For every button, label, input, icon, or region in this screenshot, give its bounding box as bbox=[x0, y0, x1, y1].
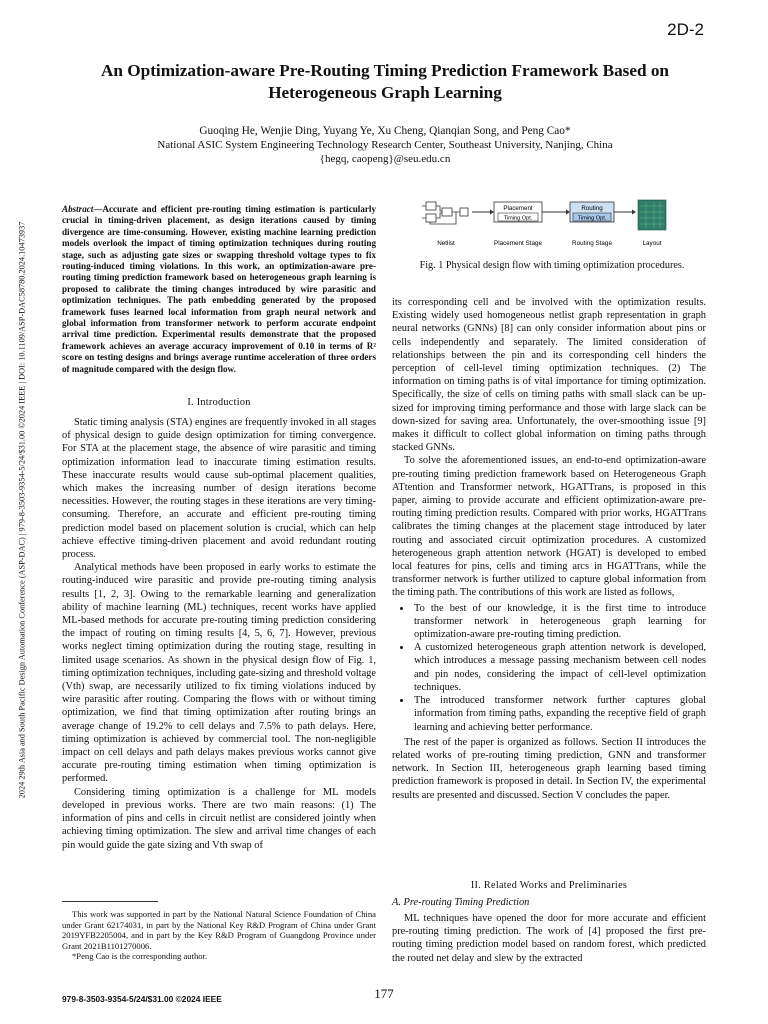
side-citation-text: 2024 29th Asia and South Pacific Design Automation Conference (ASP-DAC) | 979-8-3503-9354-5/24/$31.00 ©2024 IEEE | DOI: 10.1109/ASP-DAC58780.2024.10473937 bbox=[17, 221, 27, 799]
right-column-body bbox=[392, 296, 706, 802]
affiliation: National ASIC System Engineering Technology Research Center, Southeast University, Nanjing, China bbox=[157, 139, 613, 151]
introduction-body bbox=[62, 416, 376, 852]
paragraph: ML techniques have opened the door for more accurate and efficient pre-routing timing prediction. The work of [4] proposed the first pre-routing timing prediction model based on random forest, which predicted the routed net delay and slew by the extracted bbox=[392, 913, 706, 964]
netlist-caption: Netlist bbox=[437, 240, 455, 247]
layout-caption: Layout bbox=[642, 240, 662, 247]
layout-image-icon bbox=[638, 200, 666, 230]
arrowhead bbox=[490, 210, 494, 215]
figure-caption: Fig. 1 Physical design flow with timing optimization procedures. bbox=[419, 260, 685, 271]
paragraph: The rest of the paper is organized as follows. Section II introduces the related works of pre-routing timing prediction, GNN and transformer network. In Section III, heterogeneous graph learning based timing prediction framework is proposed in detail. In Section IV, the experimental results are presented and discussed. Section V concludes the paper. bbox=[392, 736, 706, 801]
copyright-line: 979-8-3503-9354-5/24/$31.00 ©2024 IEEE bbox=[62, 994, 222, 1004]
netlist-icon bbox=[422, 202, 468, 224]
paragraph: its corresponding cell and be involved with the optimization results. Existing widely used homogeneous netlist graph representation in graph neural networks (GNNs) [8] can only consider information about pins or cells independently and separately. The limited consideration of relationships between the pin and its corresponding cell hinders the perception of cell-level timing optimization techniques. (2) The information on timing paths is of vital importance for timing optimization. Specifically, the size of cells on timing paths with small slack can be up-sized for improving timing performance and those with large slack can be down-sized for saving area. Unfortunately, the over-smoothing issue [9] makes it difficult to collect global information on timing paths through stacked GNNs. bbox=[392, 297, 706, 454]
abstract bbox=[62, 204, 376, 375]
list-item: • The introduced transformer network further captures global information from timing paths, expanding the receptive field of graph learning and achieving better performance. bbox=[412, 694, 706, 734]
corresponding-author-note: *Peng Cao is the corresponding author. bbox=[72, 951, 208, 962]
routing-stage-caption: Routing Stage bbox=[572, 240, 612, 247]
paper-title: An Optimization-aware Pre-Routing Timing Prediction Framework Based on Heterogeneous Graph Learning bbox=[101, 61, 669, 102]
section-heading-related-works: II. Related Works and Preliminaries bbox=[470, 880, 628, 891]
paragraph: Analytical methods have been proposed in early works to estimate the routing-induced wire parasitic and provide pre-routing timing analysis results [1, 2, 3]. Owing to the remarkable learning and generalization ability of machine learning (ML) techniques, recent works have applied ML-based methods for accurate pre-routing timing prediction considering the impact of routing on timing results [4, 5, 6, 7]. However, previous works neglect timing optimization during the routing stage, resulting in limited usage scenarios. As shown in the physical design flow of Fig. 1, timing optimization techniques, including gate-sizing and threshold voltage (Vth) swap, are necessarily utilized to fix timing violations induced by wire parasitic after routing. Comparing the flows with or without timing optimization, we find that timing optimization after routing brings an average change of 19.2% to cell delays and 7.5% to path delays. Here, timing optimization is achieved by commercial tool. The non-negligible impact on cell delays and path delays makes previous works cannot give accurate pre-routing timing estimation when timing optimization is performed. bbox=[62, 562, 376, 785]
placement-stage-caption: Placement Stage bbox=[494, 240, 542, 247]
email: {hegq, caopeng}@seu.edu.cn bbox=[319, 153, 451, 165]
footnote-divider bbox=[62, 901, 158, 902]
side-citation bbox=[10, 150, 34, 870]
paragraph: Static timing analysis (STA) engines are frequently invoked in all stages of physical design to guide design optimization for timing convergence. For STA at the placement stage, the absence of wire parasitic and timing optimization information lead to inaccurate timing estimation results. These inaccurate results would cause sub-optimal placement qualities, which makes the increasing number of design iterations become necessities. However, the routing stages in these iterations are very timing-consuming. Therefore, an accurate and efficient pre-routing timing prediction model based on placement solution is crucial, which can help achieve effective timing-driven placement and avoid redundant routing process. bbox=[62, 417, 376, 561]
placement-timing-label: Timing Opt. bbox=[503, 215, 533, 222]
footnote bbox=[62, 909, 376, 962]
paragraph: Considering timing optimization is a challenge for ML models developed in previous works. There are two main reasons: (1) The information of pins and cells in circuit netlist are considered jointly when achieving timing optimization. The slew and arrival time changes of each pin would guide the gate sizing and Vth swap of bbox=[62, 786, 376, 851]
contribution-list bbox=[392, 602, 706, 734]
subsection-heading: A. Pre-routing Timing Prediction bbox=[392, 897, 530, 908]
abstract-label: Abstract bbox=[62, 204, 94, 214]
page-number: 177 bbox=[374, 986, 394, 1001]
figure-design-flow bbox=[420, 198, 688, 252]
related-works-body bbox=[392, 912, 706, 965]
list-item: • A customized heterogeneous graph attention network is developed, which introduces a message passing mechanism between cell nodes and pin nodes, considering the impact of cell-level optimization techniques. bbox=[412, 641, 706, 694]
arrowhead bbox=[632, 210, 636, 215]
session-badge: 2D-2 bbox=[667, 20, 704, 39]
abstract-text: —Accurate and efficient pre-routing timing estimation is particularly crucial in timing-driven placement, as design iterations caused by timing divergence are time-consuming. However, existing machine learning prediction models overlook the impact of timing optimization techniques during routing stage, such as adjusting gate sizes or swapping threshold voltage types to fix routing-induced timing violations. In this work, an optimization-aware pre-routing timing prediction framework based on heterogeneous graph learning is proposed to calibrate the timing changes introduced by wire parasitic and optimization techniques. The path embedding generated by the proposed framework fuses learned local information from graph neural network and global information from transformer network to perform accurate endpoint arrival time prediction. Experimental results demonstrate that the proposed framework achieves an average accuracy improvement of 0.10 in terms of R² score on testing designs and brings average runtime acceleration of three orders of magnitude compared with the design flow. bbox=[62, 204, 376, 374]
section-heading-introduction: I. Introduction bbox=[187, 397, 251, 408]
routing-label: Routing bbox=[581, 205, 603, 212]
funding-note: This work was supported in part by the National Natural Science Foundation of China under Grant 62174031, in part by the National Key R&D Program of China under Grant 2019YFB2205004, and in part by the Key R&D Program of Guangdong Province under Grant 2021B1101270006. bbox=[62, 909, 376, 951]
routing-timing-label: Timing Opt. bbox=[577, 215, 607, 222]
arrowhead bbox=[566, 210, 570, 215]
placement-label: Placement bbox=[503, 205, 533, 212]
author-list: Guoqing He, Wenjie Ding, Yuyang Ye, Xu Cheng, Qianqian Song, and Peng Cao* bbox=[199, 125, 571, 137]
list-item: • To the best of our knowledge, it is the first time to introduce transformer network in heterogeneous graph learning for optimization-aware pre-routing timing prediction. bbox=[412, 602, 706, 642]
paragraph: To solve the aforementioned issues, an end-to-end optimization-aware pre-routing timing prediction framework based on Heterogeneous Graph ATtention and Transformer network, HGATTrans, is proposed in this paper, aiming to provide accurate and efficient optimization-aware pre-routing timing prediction results. Compared with prior works, HGATTrans calibrates the timing changes at the placement stage introduced by later routing and associated circuit optimization procedures. A customized heterogeneous graph attention network (HGAT) is developed to embed local features for pins, cells and timing arcs in HGATTrans, while the transformer network is further utilized to capture global information from the timing path. The contributions of this work are listed as follows, bbox=[392, 455, 706, 599]
